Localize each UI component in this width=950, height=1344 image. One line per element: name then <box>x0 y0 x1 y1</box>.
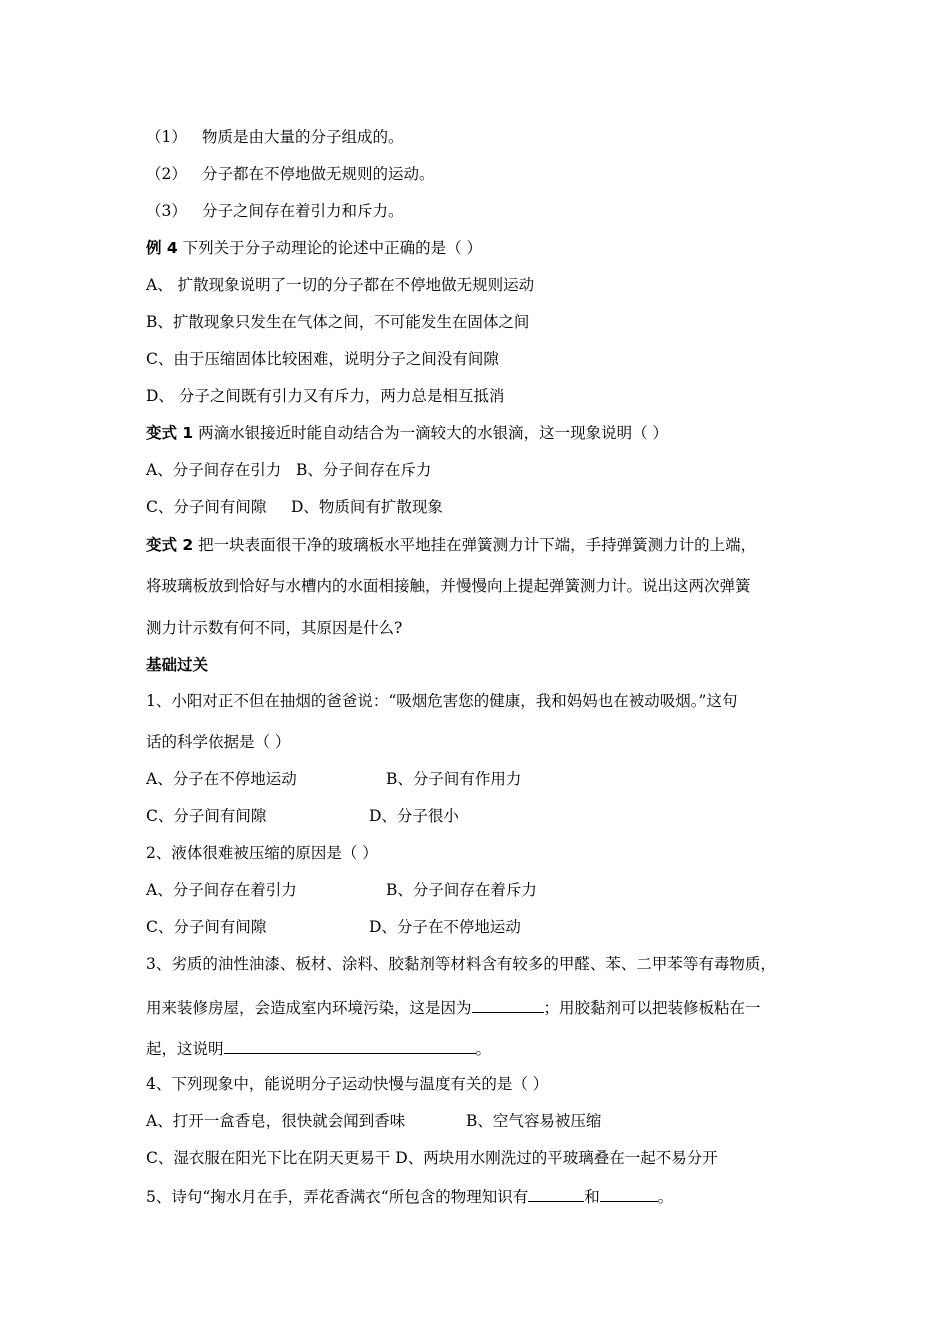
variant-2-line-1: 把一块表面很干净的玻璃板水平地挂在弹簧测力计下端，手持弹簧测力计的上端， <box>198 536 757 554</box>
q4-stem: 4、下列现象中，能说明分子运动快慢与温度有关的是（ ） <box>146 1075 549 1093</box>
principle-2 <box>146 164 435 184</box>
variant-1-question <box>146 423 668 443</box>
variant-2-label: 变式 2 <box>146 536 194 554</box>
q2-option-c: C、分子间有间隙 <box>146 918 267 936</box>
variant-1-label: 变式 1 <box>146 424 194 442</box>
q2-option-b: B、分子间存在着斥力 <box>386 881 537 899</box>
variant-2-question <box>146 535 756 555</box>
q5-text-end: 。 <box>657 1188 674 1206</box>
q5-answer-blank-1[interactable] <box>528 1185 584 1202</box>
q3-line-2-end: ；用胶黏剂可以把装修板粘在一 <box>543 999 761 1017</box>
q1-option-d: D、分子很小 <box>369 807 459 825</box>
q3-answer-blank-2[interactable] <box>224 1037 476 1054</box>
q2-option-d: D、分子在不停地运动 <box>369 918 521 936</box>
q2-stem: 2、液体很难被压缩的原因是（ ） <box>146 844 378 862</box>
q5-answer-blank-2[interactable] <box>600 1185 658 1202</box>
principle-2-text: 分子都在不停地做无规则的运动。 <box>202 165 435 183</box>
q3-line-3-start: 起，这说明 <box>146 1040 224 1058</box>
q5-text-middle: 和 <box>584 1188 600 1206</box>
example-4-option-a: A、 扩散现象说明了一切的分子都在不停地做无规则运动 <box>146 276 535 294</box>
q3-line-1: 3、劣质的油性油漆、板材、涂料、胶黏剂等材料含有较多的甲醛、苯、二甲苯等有毒物质， <box>146 955 776 973</box>
variant-1-options-row-1: A、分子间存在引力 B、分子间存在斥力 <box>146 461 432 479</box>
q5-text-start: 5、诗句“掬水月在手，弄花香满衣“所包含的物理知识有 <box>146 1188 529 1206</box>
q3-line-3-end: 。 <box>475 1040 492 1058</box>
q3-line-2 <box>146 996 761 1018</box>
q4-options-c-d: C、湿衣服在阳光下比在阴天更易干 D、两块用水刚洗过的平玻璃叠在一起不易分开 <box>146 1149 718 1167</box>
example-4-option-b: B、扩散现象只发生在气体之间，不可能发生在固体之间 <box>146 313 530 331</box>
section-title: 基础过关 <box>146 656 209 674</box>
variant-1-stem: 两滴水银接近时能自动结合为一滴较大的水银滴，这一现象说明（ ） <box>198 424 669 442</box>
q4-option-b: B、空气容易被压缩 <box>466 1112 602 1130</box>
principle-3-number: （3） <box>146 202 187 220</box>
variant-2-line-2: 将玻璃板放到恰好与水槽内的水面相接触，并慢慢向上提起弹簧测力计。说出这两次弹簧 <box>146 577 751 595</box>
principle-3 <box>146 201 404 221</box>
q1-line-2: 话的科学依据是（ ） <box>146 733 291 751</box>
principle-1-number: （1） <box>146 128 187 146</box>
principle-1 <box>146 127 404 147</box>
q3-line-3 <box>146 1037 491 1059</box>
q1-option-a: A、分子在不停地运动 <box>146 770 297 788</box>
q2-option-a: A、分子间存在着引力 <box>146 881 297 899</box>
q3-answer-blank-1[interactable] <box>472 996 544 1013</box>
q1-line-1: 1、小阳对正不但在抽烟的爸爸说：“吸烟危害您的健康，我和妈妈也在被动吸烟。”这句 <box>146 692 738 710</box>
q4-option-a: A、打开一盒香皂，很快就会闻到香味 <box>146 1112 406 1130</box>
example-4-option-c: C、由于压缩固体比较困难，说明分子之间没有间隙 <box>146 350 499 368</box>
principle-2-number: （2） <box>146 165 187 183</box>
q5-question <box>146 1185 673 1207</box>
example-4-option-d: D、 分子之间既有引力又有斥力，两力总是相互抵消 <box>146 387 505 405</box>
q3-line-2-start: 用来装修房屋，会造成室内环境污染，这是因为 <box>146 999 472 1017</box>
principle-1-text: 物质是由大量的分子组成的。 <box>202 128 404 146</box>
q1-option-c: C、分子间有间隙 <box>146 807 267 825</box>
example-4-stem: 下列关于分子动理论的论述中正确的是（ ） <box>182 239 483 257</box>
q1-option-b: B、分子间有作用力 <box>386 770 522 788</box>
example-4-question <box>146 238 482 258</box>
variant-2-line-3: 测力计示数有何不同，其原因是什么? <box>146 619 403 637</box>
variant-1-options-row-2: C、分子间有间隙 D、物质间有扩散现象 <box>146 498 443 516</box>
example-4-label: 例 4 <box>146 239 178 257</box>
principle-3-text: 分子之间存在着引力和斥力。 <box>202 202 404 220</box>
